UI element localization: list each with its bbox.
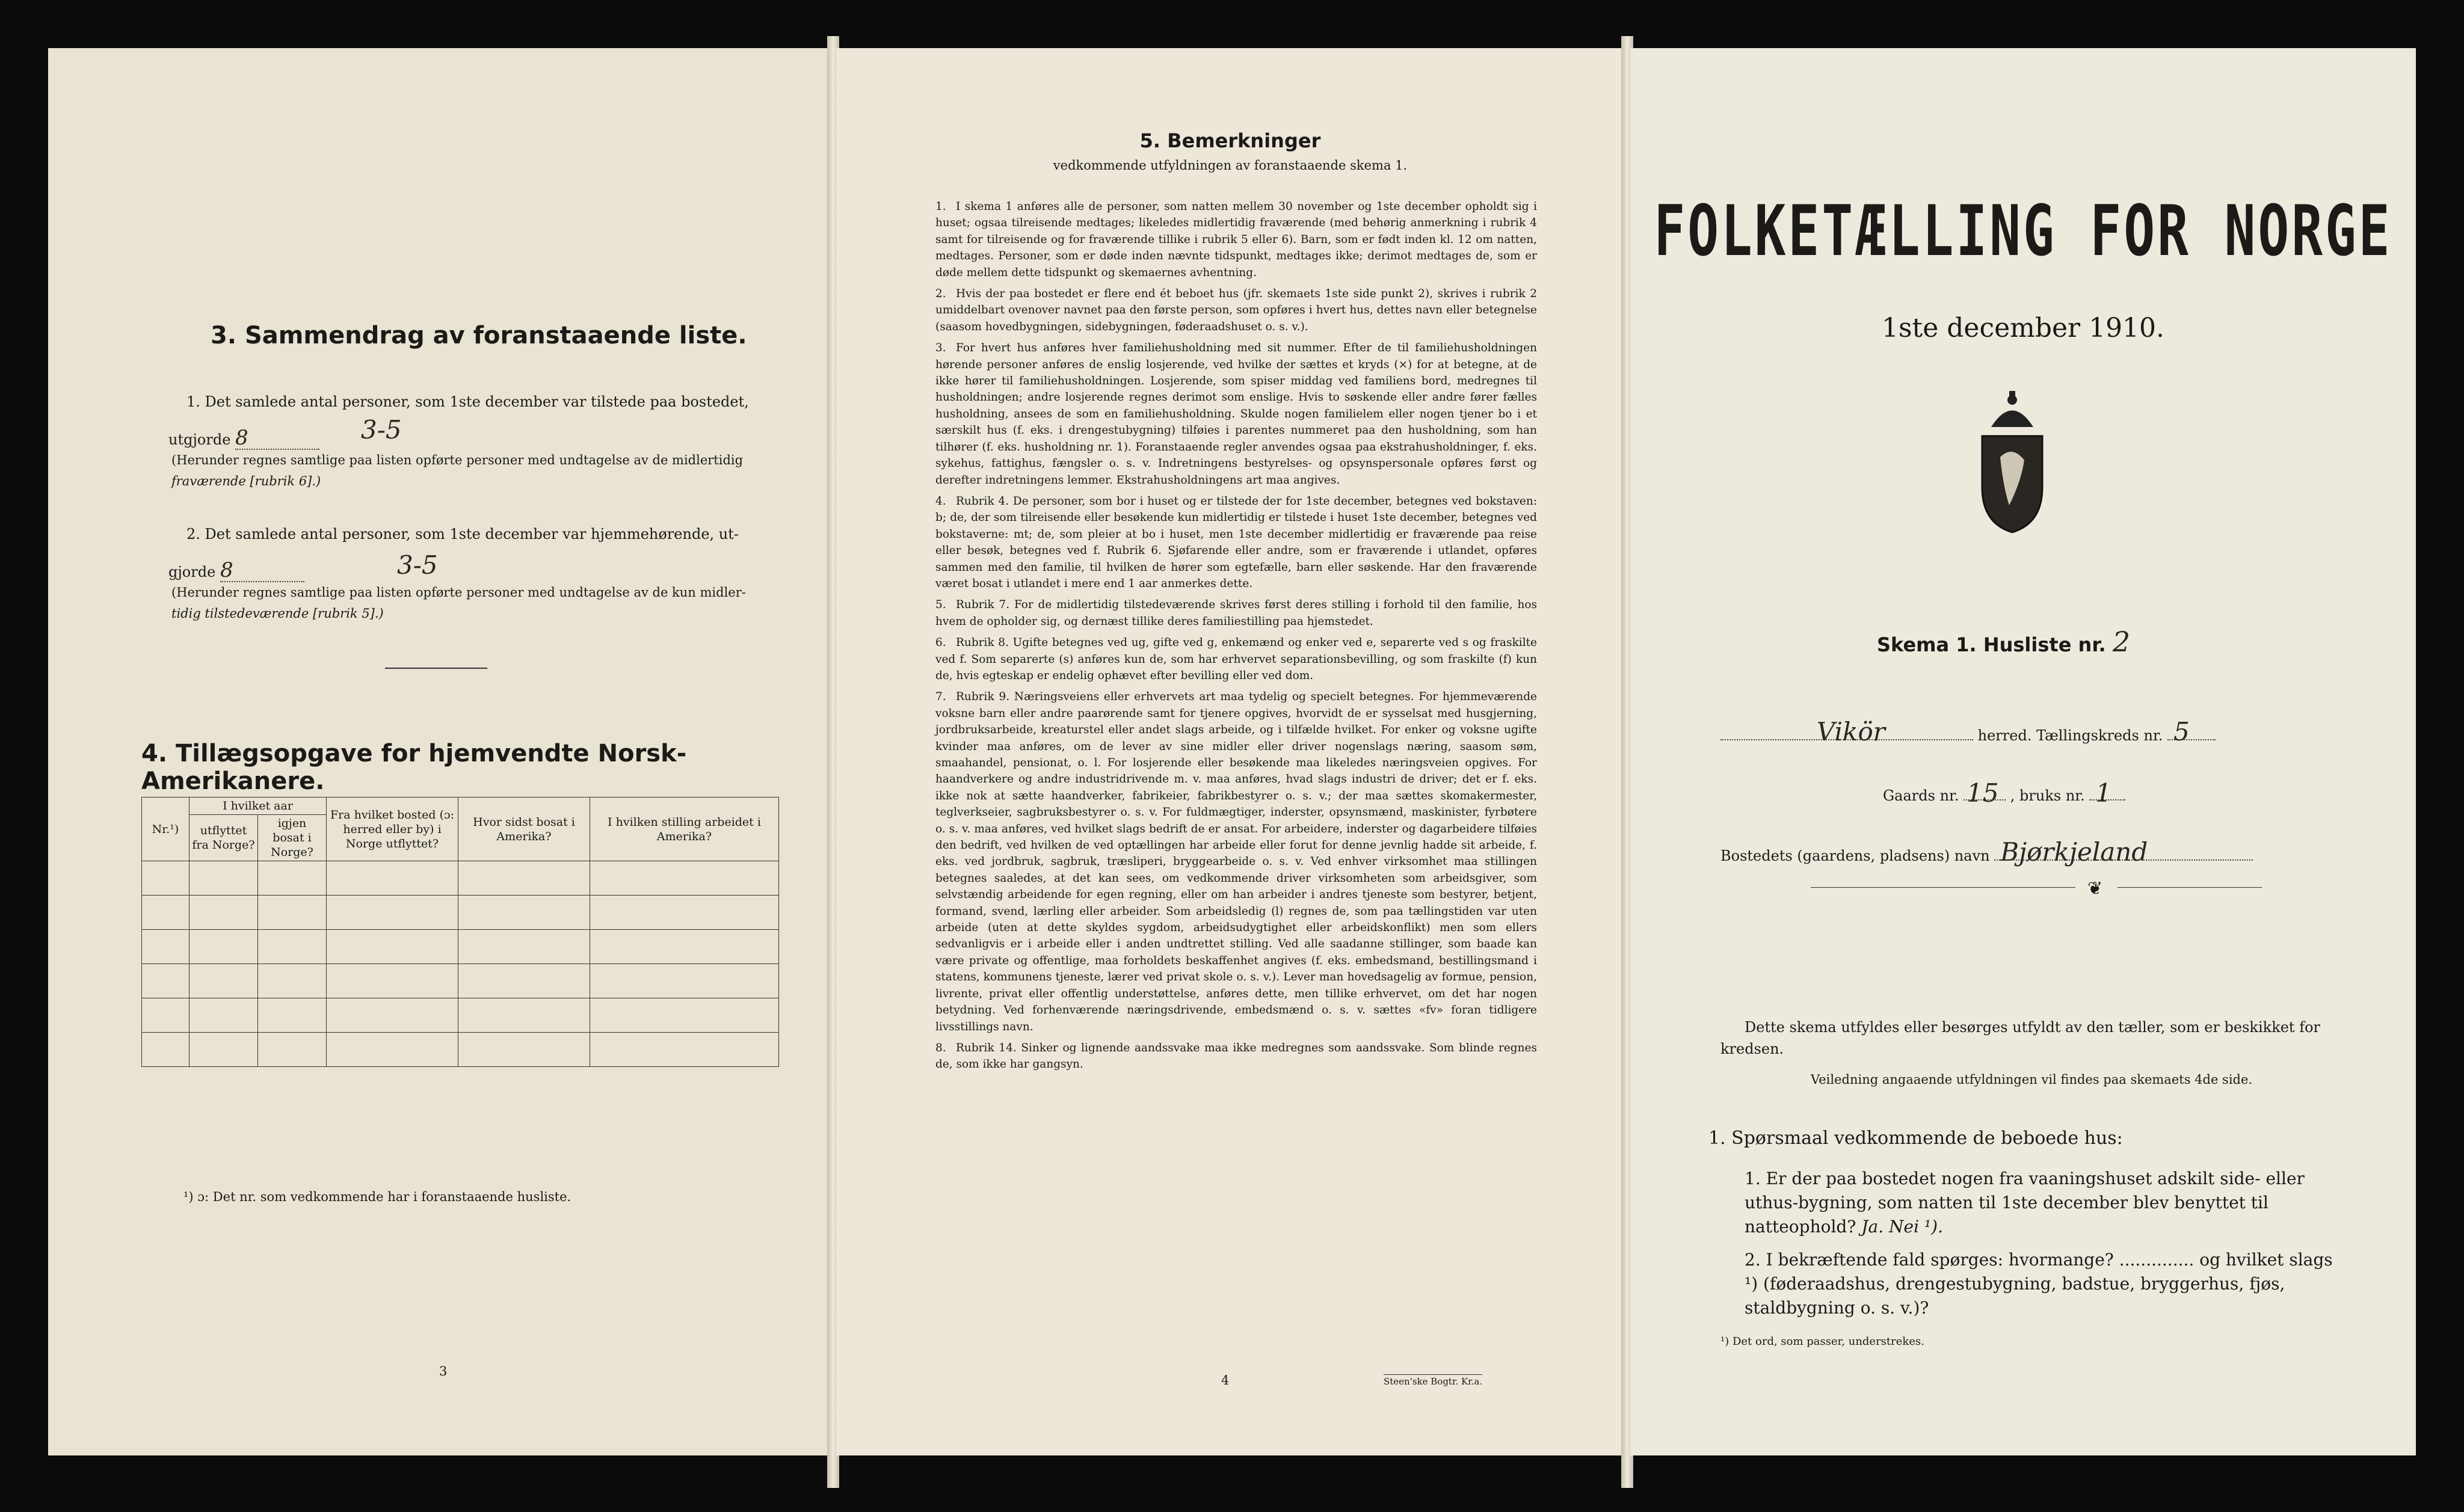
right-footnote: ¹) Det ord, som passer, understrekes.	[1720, 1335, 1924, 1348]
section4-title: 4. Tillægsopgave for hjemvendte Norsk-Amerikanere.	[141, 740, 687, 795]
page-middle	[836, 48, 1624, 1455]
question-1: 1. Er der paa bostedet nogen fra vaaningshuset adskilt side- eller uthus-bygning, som natten til 1ste december blev benyttet til natteophold? Ja. Nei ¹).	[1745, 1169, 2305, 1237]
remark-item: 8. Rubrik 14. Sinker og lignende aandssvake maa ikke medregnes som aandssvake. Som blinde regnes de, som ikke har gangsyn.	[935, 1041, 1537, 1071]
item1-note1: (Herunder regnes samtlige paa listen opførte personer med undtagelse av de midlertidig	[171, 453, 744, 467]
husliste-number: 2	[2112, 625, 2131, 658]
table-footnote: ¹) ɔ: Det nr. som vedkommende har i foranstaaende husliste.	[183, 1190, 571, 1204]
divider	[385, 668, 487, 669]
col-year-group: I hvilket aar	[189, 797, 327, 815]
herred-row	[1720, 717, 2382, 746]
remark-item: 7. Rubrik 9. Næringsveiens eller erhvervets art maa tydelig og specielt betegnes. For hjemmeværende voksne barn eller andre paarørende samt for tjenere opgives, hvorvidt de er sysselsat med husgjerning, jordbruksarbeide, kreaturstel eller andet slags arbeide, og i tilfælde hvilket. For enker og voksne ugifte kvinder maa anføres, om de lever av sine midler eller driver nogenslags næring, saasom søm, smaahandel, pensionat, o. l. For losjerende eller besøkende maa likeledes næringsveien opgives. For haandverkere og andre industridrivende m. v. maa anføres, hvad slags industri de driver; det er f. eks. ikke nok at sætte haandverker, fabrikeier, fabrikbestyrer o. s. v.; der maa sættes skomakermester, teglverkseier, sagbruksbestyrer o. s. v. For fuldmægtiger, inderster, opsynsmænd, maskinister, fyrbøtere o. s. v. maa anføres, ved hvilket slags bedrift de er ansat. For arbeidere, inderster og dagarbeidere tilføies den bedrift, ved hvilken de ved optællingen har arbeide eller forut for denne jevnlig hadde sit arbeide, f. eks. ved jordbruk, sagbruk, træsliperi, bryggearbeide o. s. v. Ved enhver virksomhet maa stillingen betegnes saaledes, at det kan sees, om vedkommende driver virksomheten som arbeidsgiver, som selvstændig arbeidende for egen regning, eller om han arbeider i andres tjeneste som bestyrer, betjent, formand, svend, lærling eller arbeider. Som arbeidsledig (l) regnes de, som paa tællingstiden var uten arbeide (uten at dette skyldes sygdom, arbeidsudygtighet eller arbeidskonflikt) men som ellers sedvanligvis er i arbeide eller i anden undtrettet stilling. Ved alle saadanne stillinger, som baade kan være private og offentlige, maa forholdets beskaffenhet angives (f. eks. embedsmand, bestillingsmand i statens, kommunens tjeneste, lærer ved privat skole o. s. v.). Lever man hovedsagelig av formue, pension, livrente, privat eller offentlig understøttelse, anføres dette, men tillike erhvervet, om det har nogen betydning. Ved forhenværende næringsdrivende, embedsmænd o. s. v. sættes «fv» foran tidligere livsstillings navn.	[935, 690, 1537, 1033]
coat-of-arms-icon	[1967, 385, 2057, 535]
table-row	[142, 861, 779, 896]
gaards-row	[1883, 778, 2125, 808]
col-position: I hvilken stilling arbeidet i Amerika?	[590, 797, 779, 861]
herred-value: Vikör	[1817, 717, 1885, 746]
bosted-label: Bostedets (gaardens, pladsens) navn	[1720, 847, 1990, 864]
instruction-note: Veiledning angaaende utfyldningen vil findes paa skemaets 4de side.	[1811, 1072, 2253, 1087]
remark-item: 6. Rubrik 8. Ugifte betegnes ved ug, gifte ved g, enkemænd og enker ved e, separerte ved s og fraskilte ved f. Som separerte (s) anføres kun de, som har erhvervet separationsbevilling, og som fraskilte (f) kun de, hvis egteskap er endelig ophævet efter bevilling eller ved dom.	[935, 636, 1537, 682]
remarks-list	[935, 198, 1537, 1078]
col-nr: Nr.¹)	[142, 797, 189, 861]
remark-item: 1. I skema 1 anføres alle de personer, som natten mellem 30 november og 1ste december opholdt sig i huset; ogsaa tilreisende medtages; likeledes midlertidig fraværende (med behørig anmerkning i rubrik 4 samt for tilreisende og for fraværende tillike i rubrik 5 eller 6). Barn, som er født inden kl. 12 om natten, medtages. Personer, som er døde inden nævnte tidspunkt, medtages ikke; derimot medtages de, som er døde mellem dette tidspunkt og skemaernes avhentning.	[935, 200, 1537, 279]
remark-item: 2. Hvis der paa bostedet er flere end ét beboet hus (jfr. skemaets 1ste side punkt 2), skrives i rubrik 2 umiddelbart ovenover navnet paa den første person, som opføres i hvert hus, dettes navn eller betegnelse (saasom hovedbygningen, sidebygningen, føderaadshuset o. s. v.).	[935, 287, 1537, 333]
item2-handwritten: 3-5	[397, 550, 438, 580]
item2-note1: (Herunder regnes samtlige paa listen opførte personer med undtagelse av de kun midler-	[171, 585, 746, 600]
answer-ja-nei: Ja. Nei ¹).	[1861, 1217, 1943, 1237]
table-row	[142, 1033, 779, 1067]
page-right	[1630, 48, 2416, 1455]
section3-title: 3. Sammendrag av foranstaaende liste.	[211, 322, 747, 349]
krets-label: Tællingskreds nr.	[2036, 727, 2163, 744]
questions-title: 1. Spørsmaal vedkommende de beboede hus:	[1708, 1128, 2123, 1149]
bruks-label: , bruks nr.	[2010, 787, 2085, 804]
item1-value: 8	[235, 427, 319, 450]
item2-label: gjorde 8	[168, 559, 304, 583]
remarks-title: 5. Bemerkninger	[1139, 129, 1321, 152]
census-date: 1ste december 1910.	[1881, 313, 2165, 343]
herred-label: herred.	[1977, 727, 2032, 744]
remark-item: 3. For hvert hus anføres hver familiehusholdning med sit nummer. Efter de til familiehusholdningen hørende personer anføres de enslig losjerende, ved hvilke der sættes et kryds (×) for at betegne, at de ikke hører til familiehusholdningen. Losjerende, som spiser middag ved familiens bord, medregnes til husholdningen; andre losjerende regnes derimot som enslige. Hvis to søskende eller andre fører fælles husholdning, ansees de som en familiehusholdning. Skulde nogen familielem eller nogen tjener bo i et særskilt hus (f. eks. i drengestubygning) tilføies i parentes nummeret paa den husholdning, som han tilhører (f. eks. husholdning nr. 1). Foranstaaende regler anvendes ogsaa paa ekstrahusholdninger, f. eks. sykehus, fattighus, fængsler o. s. v. Indretningens bestyrelses- og opsynspersonale opføres først og derefter indretningens lemmer. Ekstrahusholdningens art maa angives.	[935, 342, 1537, 487]
divider-right	[2118, 887, 2262, 888]
item1-label: utgjorde 8	[168, 427, 319, 450]
page-left	[48, 48, 830, 1455]
bosted-value: Bjørkjeland	[2000, 837, 2148, 867]
remarks-subtitle: vedkommende utfyldningen av foranstaaende skema 1.	[1053, 158, 1408, 173]
remark-item: 5. Rubrik 7. For de midlertidig tilstedeværende skrives først deres stilling i forhold til den familie, hos hvem de opholder sig, og dernæst tillike deres familiestilling paa hjemstedet.	[935, 598, 1537, 628]
col-returned: igjen bosat i Norge?	[258, 815, 327, 861]
table-row	[142, 896, 779, 930]
item2-value: 8	[220, 559, 304, 582]
item1-handwritten: 3-5	[361, 415, 402, 444]
remark-item: 4. Rubrik 4. De personer, som bor i huset og er tilstede der for 1ste december, betegnes ved bokstaven: b; de, der som tilreisende eller besøkende kun midlertidig er tilstede i huset 1ste december, betegnes ved bokstaverne: mt; de, som pleier at bo i huset, men 1ste december midlertidig er fraværende paa reise eller besøk, betegnes ved f. Rubrik 6. Sjøfarende eller andre, som er fraværende i utlandet, opføres sammen med den familie, til hvilken de hører som egtefælle, barn eller søskende. Har den fraværende været bosat i utlandet i mere end 1 aar anmerkes dette.	[935, 494, 1537, 590]
table-row	[142, 930, 779, 964]
bosted-row	[1720, 837, 2253, 867]
item2-text: 2. Det samlede antal personer, som 1ste december var hjemmehørende, ut-	[186, 526, 739, 542]
page-number-middle: 4	[1221, 1373, 1230, 1388]
item1-note2: fraværende [rubrik 6].)	[171, 474, 321, 488]
instruction-text: Dette skema utfyldes eller besørges utfyldt av den tæller, som er beskikket for kredsen.	[1720, 1019, 2321, 1057]
col-where-last: Hvor sidst bosat i Amerika?	[458, 797, 590, 861]
page-number-left: 3	[439, 1364, 448, 1378]
krets-value: 5	[2173, 717, 2190, 746]
table-row	[142, 964, 779, 998]
item1-text: 1. Det samlede antal personer, som 1ste december var tilstede paa bostedet,	[186, 393, 749, 410]
schema-label: Skema 1. Husliste nr. 2	[1877, 625, 2131, 658]
gaards-value: 15	[1967, 778, 1999, 808]
ornament-icon: ❦	[2087, 878, 2103, 899]
norsk-amerikanere-table	[141, 797, 779, 1067]
divider-left	[1811, 887, 2075, 888]
bruks-value: 1	[2095, 778, 2112, 808]
col-emigrated: utflyttet fra Norge?	[189, 815, 258, 861]
printer-mark: Steen'ske Bogtr. Kr.a.	[1384, 1374, 1482, 1387]
table-row	[142, 998, 779, 1033]
question-2: 2. I bekræftende fald spørges: hvormange? .............. og hvilket slags ¹) (føderaadshus, drengestubygning, badstue, bryggerhus, fjøs, staldbygning o. s. v.)?	[1745, 1250, 2333, 1318]
document-title: FOLKETÆLLING FOR NORGE	[1654, 191, 2392, 272]
item2-note2: tidig tilstedeværende [rubrik 5].)	[171, 606, 384, 621]
col-from-where: Fra hvilket bosted (ɔ: herred eller by) i Norge utflyttet?	[327, 797, 458, 861]
gaards-label: Gaards nr.	[1883, 787, 1959, 804]
